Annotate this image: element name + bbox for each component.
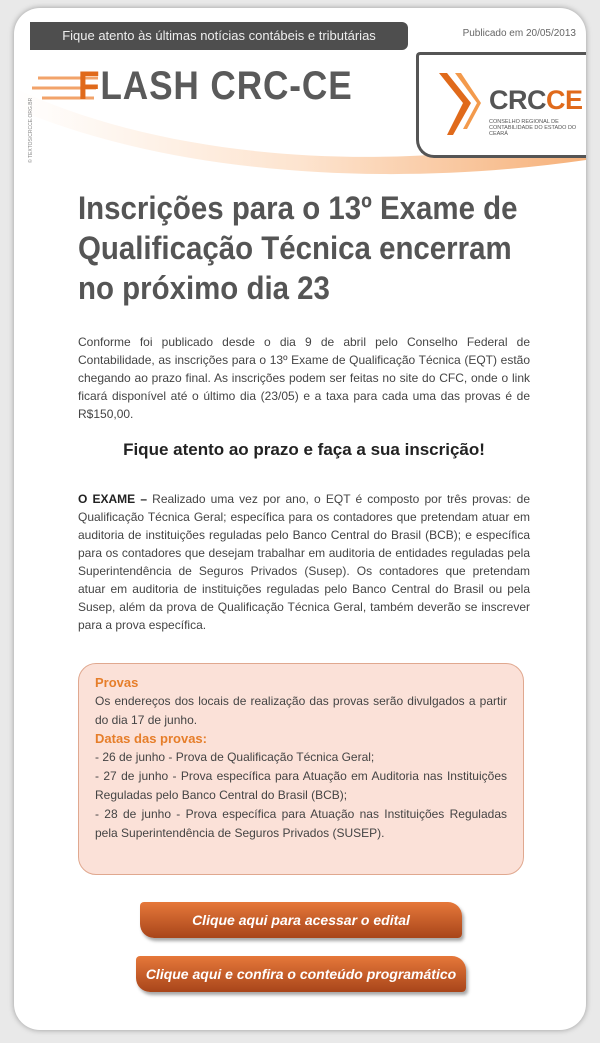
date-item: - 26 de junho - Prova de Qualificação Técnica Geral;	[95, 750, 375, 764]
date-item: - 28 de junho - Prova específica para Atuação nas Instituições Reguladas pela Superintendência de Seguros Privados (SUSEP).	[95, 807, 507, 840]
exam-label: O EXAME –	[78, 492, 153, 506]
conteudo-programatico-button[interactable]: Clique aqui e confira o conteúdo programático	[136, 956, 466, 992]
logo-subtitle: CONSELHO REGIONAL DE CONTABILIDADE DO ESTADO DO CEARÁ	[489, 119, 577, 137]
flash-title-brand: CRC-CE	[199, 64, 353, 108]
date-item: - 27 de junho - Prova específica para Atuação em Auditoria nas Instituições Reguladas pelo Banco Central do Brasil (BCB);	[95, 769, 507, 802]
dates-heading: Datas das provas:	[95, 731, 207, 746]
exam-paragraph	[78, 490, 530, 634]
flash-title-lash: LASH	[100, 64, 200, 108]
header-tagline: Fique atento às últimas notícias contábeis e tributárias	[30, 22, 408, 50]
side-credit: © TEXTOS/CRCCE.ORG.BR	[28, 97, 34, 163]
exam-text: Realizado uma vez por ano, o EQT é composto por três provas: de Qualificação Técnica Geral; específica para os contadores que pretendam atuar em auditoria de instituições reguladas pelo Banco Central do Brasil (BCB); e específica para os contadores que desejam trabalhar em auditoria de entidades reguladas pela Superintendência de Seguros Privados (Susep). Os contadores que pretendam atuar em auditoria de instituições reguladas pelo Banco Central do Brasil ou pela Susep, além da prova de Qualificação Técnica Geral, também deverão se inscrever para a prova específica.	[78, 492, 530, 632]
provas-box	[78, 663, 524, 875]
article-title: Inscrições para o 13º Exame de Qualificação Técnica encerram no próximo dia 23	[78, 190, 518, 306]
intro-paragraph: Conforme foi publicado desde o dia 9 de abril pelo Conselho Federal de Contabilidade, as inscrições para o 13º Exame de Qualificação Técnica (EQT) estão chegando ao prazo final. As inscrições podem ser feitas no site do CFC, onde o link ficará disponível até o último dia (23/05) e a taxa para cada uma das provas é de R$150,00.	[78, 335, 530, 421]
callout-heading: Fique atento ao prazo e faça a sua inscrição!	[123, 440, 485, 459]
flash-title	[78, 64, 353, 109]
newsletter-card	[14, 8, 586, 1030]
publish-date: Publicado em 20/05/2013	[462, 28, 576, 39]
crcce-logo	[416, 52, 586, 158]
edital-button[interactable]: Clique aqui para acessar o edital	[140, 902, 462, 938]
logo-wordmark	[489, 85, 583, 116]
logo-ce: CE	[546, 85, 583, 115]
provas-heading: Provas	[95, 675, 139, 690]
logo-crc: CRC	[489, 85, 546, 115]
provas-text: Os endereços dos locais de realização das provas serão divulgados a partir do dia 17 de junho.	[95, 694, 507, 727]
chevron-logo-icon	[433, 69, 483, 139]
flash-title-f: F	[78, 64, 101, 108]
